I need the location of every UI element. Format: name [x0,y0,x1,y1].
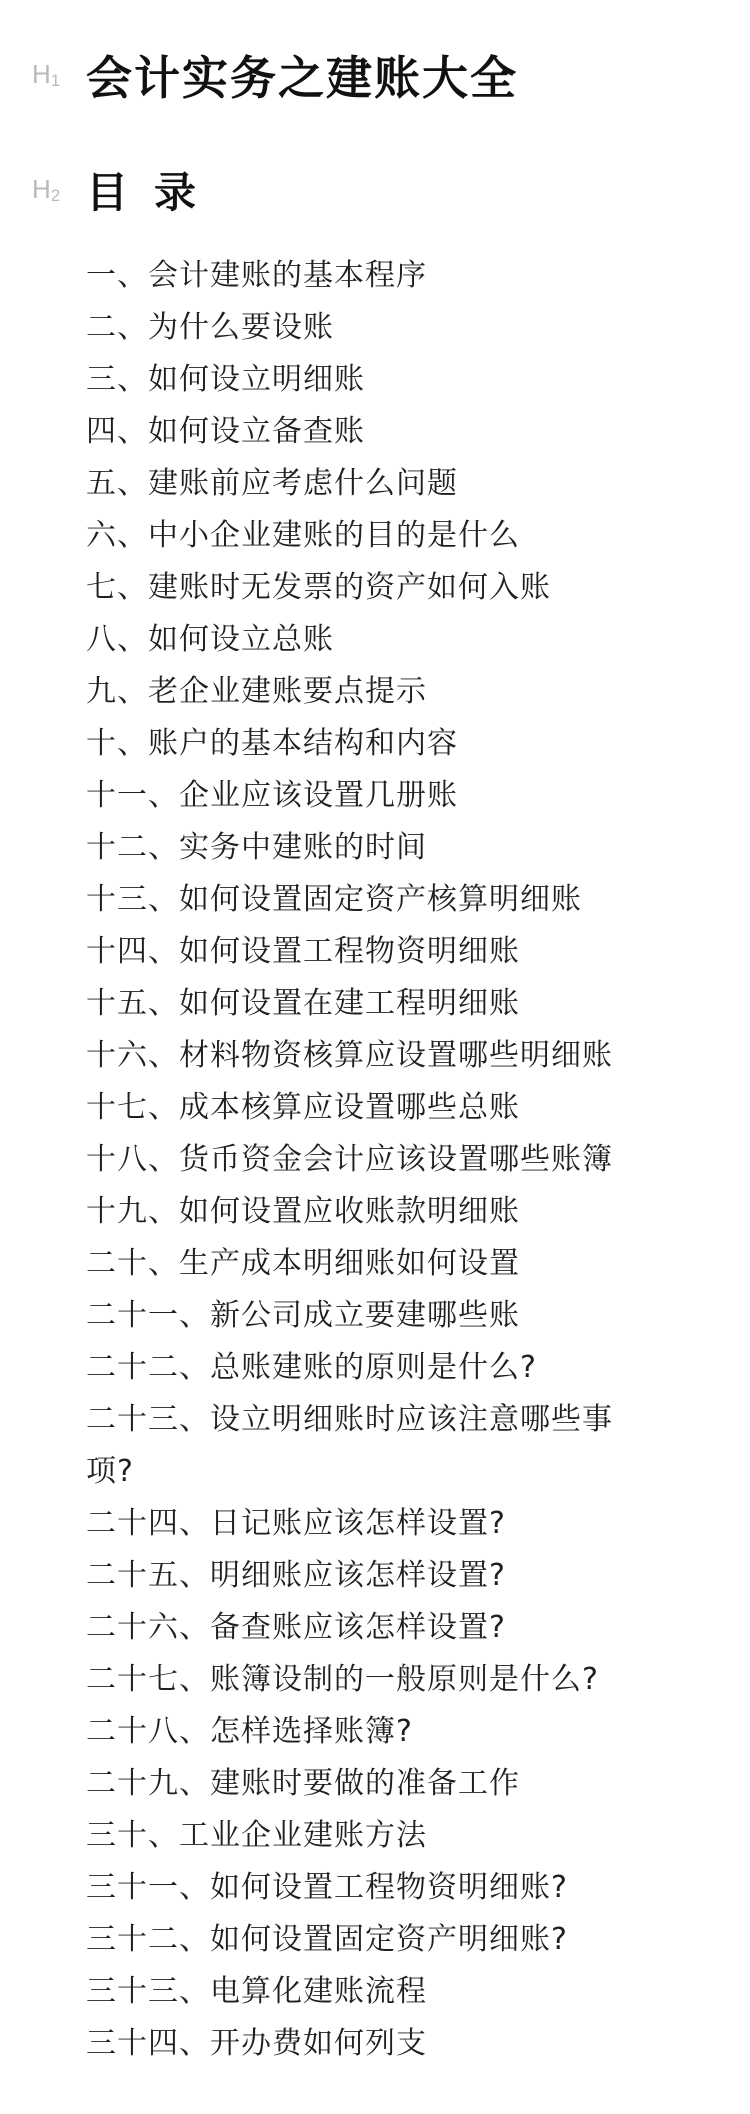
table-of-contents [86,250,646,2070]
toc-item: 八、如何设立总账 [86,622,334,657]
toc-item: 二十七、账簿设制的一般原则是什么? [86,1662,599,1697]
toc-item: 三十四、开办费如何列支 [86,2026,427,2061]
toc-item: 十一、企业应该设置几册账 [86,778,458,813]
heading-1-row [0,40,750,110]
toc-item: 一、会计建账的基本程序 [86,258,427,293]
toc-item: 三十一、如何设置工程物资明细账? [86,1870,568,1905]
toc-item: 七、建账时无发票的资产如何入账 [86,570,551,605]
toc-item: 十五、如何设置在建工程明细账 [86,986,520,1021]
toc-item: 九、老企业建账要点提示 [86,674,427,709]
h2-marker-level: 2 [50,186,61,205]
toc-item: 五、建账前应考虑什么问题 [86,466,458,501]
toc-item: 十七、成本核算应设置哪些总账 [86,1090,520,1125]
toc-item: 二十二、总账建账的原则是什么? [86,1350,537,1385]
toc-item: 三十二、如何设置固定资产明细账? [86,1922,568,1957]
h2-marker-letter: H [32,174,51,204]
toc-item: 十六、材料物资核算应设置哪些明细账 [86,1038,613,1073]
toc-item: 二十四、日记账应该怎样设置? [86,1506,506,1541]
toc-item: 十八、货币资金会计应该设置哪些账簿 [86,1142,613,1177]
toc-item: 三十三、电算化建账流程 [86,1974,427,2009]
toc-item: 十二、实务中建账的时间 [86,830,427,865]
toc-item: 二、为什么要设账 [86,310,334,345]
toc-item: 二十六、备查账应该怎样设置? [86,1610,506,1645]
heading-2-row [0,158,750,222]
toc-item: 二十一、新公司成立要建哪些账 [86,1298,520,1333]
toc-item: 十、账户的基本结构和内容 [86,726,458,761]
toc-item: 三十、工业企业建账方法 [86,1818,427,1853]
toc-item: 二十三、设立明细账时应该注意哪些事项? [86,1402,613,1489]
toc-item: 六、中小企业建账的目的是什么 [86,518,520,553]
h2-marker [32,174,60,206]
toc-item: 十九、如何设置应收账款明细账 [86,1194,520,1229]
h1-marker-letter: H [32,59,51,89]
h1-marker-level: 1 [50,71,61,90]
toc-heading: 目录 [86,168,223,217]
toc-item: 二十八、怎样选择账簿? [86,1714,413,1749]
toc-item: 二十、生产成本明细账如何设置 [86,1246,520,1281]
toc-item: 十四、如何设置工程物资明细账 [86,934,520,969]
h1-marker [32,59,60,91]
toc-item: 四、如何设立备查账 [86,414,365,449]
toc-item: 二十五、明细账应该怎样设置? [86,1558,506,1593]
page-title: 会计实务之建账大全 [86,51,518,105]
toc-item: 三、如何设立明细账 [86,362,365,397]
toc-item: 二十九、建账时要做的准备工作 [86,1766,520,1801]
toc-item: 十三、如何设置固定资产核算明细账 [86,882,582,917]
